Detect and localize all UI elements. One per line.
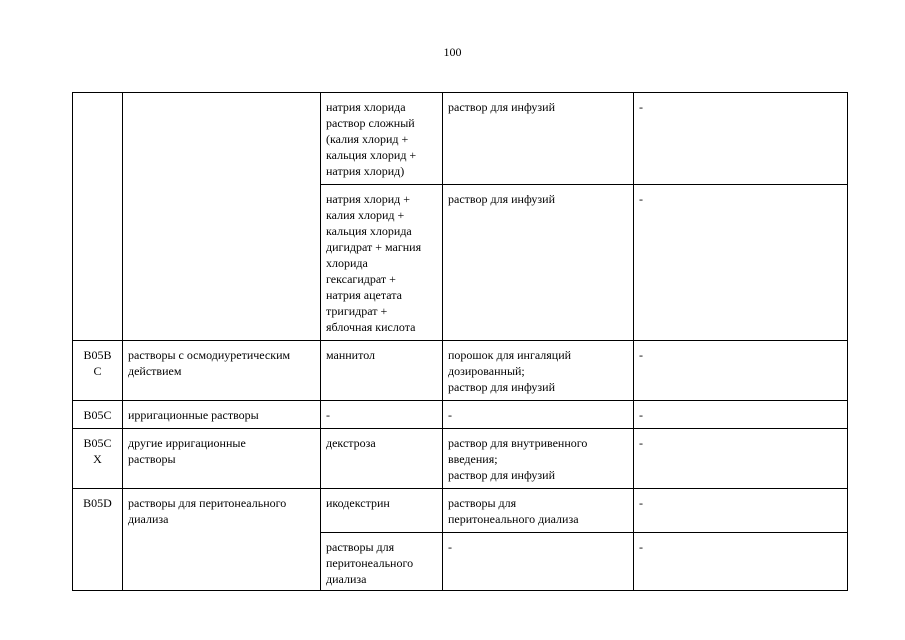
note-cell: -: [634, 429, 848, 489]
anatomical-group-cell: [123, 93, 321, 341]
dosage-form-cell: порошок для ингаляций дозированный; раствор для инфузий: [443, 341, 634, 401]
anatomical-group-cell: растворы для перитонеального диализа: [123, 489, 321, 591]
atc-code-cell: B05B C: [73, 341, 123, 401]
table-row: [73, 429, 848, 489]
drug-name-cell: натрия хлорид + калия хлорид + кальция хлорида дигидрат + магния хлорида гексагидрат + натрия ацетата тригидрат + яблочная кислота: [321, 185, 443, 341]
dosage-form-cell: -: [443, 401, 634, 429]
dosage-form-cell: раствор для внутривенного введения; раствор для инфузий: [443, 429, 634, 489]
table-row: [73, 489, 848, 533]
atc-code-cell: B05C: [73, 401, 123, 429]
dosage-form-cell: раствор для инфузий: [443, 185, 634, 341]
dosage-form-cell: -: [443, 533, 634, 591]
anatomical-group-cell: ирригационные растворы: [123, 401, 321, 429]
dosage-form-cell: растворы для перитонеального диализа: [443, 489, 634, 533]
anatomical-group-cell: другие ирригационные растворы: [123, 429, 321, 489]
drug-name-cell: декстроза: [321, 429, 443, 489]
drug-table: [72, 92, 848, 591]
note-cell: -: [634, 341, 848, 401]
table-row: [73, 401, 848, 429]
drug-name-cell: растворы для перитонеального диализа: [321, 533, 443, 591]
page-number: 100: [443, 45, 462, 59]
note-cell: -: [634, 93, 848, 185]
note-cell: -: [634, 533, 848, 591]
note-cell: -: [634, 401, 848, 429]
dosage-form-cell: раствор для инфузий: [443, 93, 634, 185]
atc-code-cell: B05D: [73, 489, 123, 591]
note-cell: -: [634, 489, 848, 533]
drug-name-cell: маннитол: [321, 341, 443, 401]
anatomical-group-cell: растворы с осмодиуретическим действием: [123, 341, 321, 401]
drug-name-cell: икодекстрин: [321, 489, 443, 533]
atc-code-cell: [73, 93, 123, 341]
note-cell: -: [634, 185, 848, 341]
atc-code-cell: B05C X: [73, 429, 123, 489]
table-row: [73, 341, 848, 401]
table-row: [73, 93, 848, 185]
drug-name-cell: -: [321, 401, 443, 429]
drug-name-cell: натрия хлорида раствор сложный (калия хлорид + кальция хлорид + натрия хлорид): [321, 93, 443, 185]
